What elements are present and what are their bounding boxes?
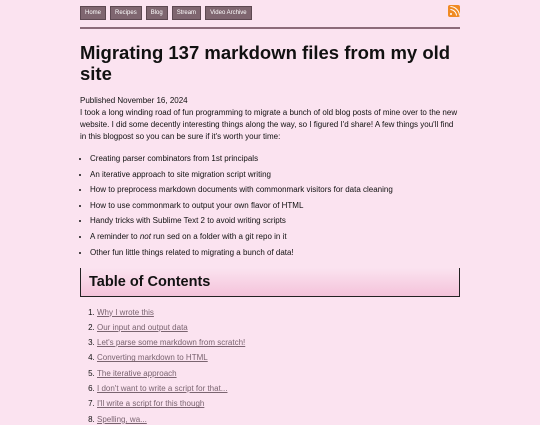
list-item	[90, 231, 460, 242]
nav-blog-link[interactable]: Blog	[146, 6, 168, 20]
top-nav	[80, 0, 460, 29]
nav-video-archive-link[interactable]: Video Archive	[205, 6, 252, 20]
list-item-text: A reminder to	[90, 231, 140, 241]
toc-link[interactable]: Let's parse some markdown from scratch!	[97, 338, 246, 348]
emphasis-text: not	[139, 231, 151, 241]
list-item-text: run sed on a folder with a git repo in it	[150, 231, 287, 241]
toc-item	[97, 414, 460, 425]
published-date: Published November 16, 2024	[80, 96, 188, 105]
list-item: • How to use commonmark to output your own flavor of HTML	[90, 200, 460, 211]
nav-home-link[interactable]: Home	[80, 6, 106, 20]
toc-item	[97, 337, 460, 348]
toc-item	[97, 322, 460, 333]
toc-link[interactable]: Converting markdown to HTML	[97, 353, 208, 363]
toc-link[interactable]: Our input and output data	[97, 322, 188, 332]
toc-link[interactable]: Why I wrote this	[97, 307, 154, 317]
post-title: Migrating 137 markdown files from my old site	[80, 42, 451, 84]
toc-link[interactable]: Spelling, wa...	[97, 414, 147, 424]
list-item: • An iterative approach to site migration script writing	[90, 169, 460, 180]
nav-links	[80, 6, 460, 20]
rss-icon[interactable]	[448, 5, 460, 17]
toc-link[interactable]: The iterative approach	[97, 368, 177, 378]
toc-list	[80, 307, 460, 425]
toc-heading: Table of Contents	[89, 273, 211, 290]
list-item: • How to preprocess markdown documents with commonmark visitors for data cleaning	[90, 184, 460, 195]
toc-heading-box	[80, 268, 460, 297]
toc-link[interactable]: I'll write a script for this though	[97, 399, 205, 409]
intro-paragraph: I took a long winding road of fun programming to migrate a bunch of old blog posts of mine over to the new website. I did some decently interesting things along the way, so I figured I'd share! A few things you'll find in this blogpost so you can be sure if it's worth your time:	[80, 108, 458, 141]
list-item: • Other fun little things related to migrating a bunch of data!	[90, 247, 460, 258]
toc-item	[97, 307, 460, 318]
toc-item	[97, 383, 460, 394]
page-container	[80, 0, 460, 425]
toc-link[interactable]: I don't want to write a script for that...	[97, 384, 228, 394]
list-item: • Handy tricks with Sublime Text 2 to avoid writing scripts	[90, 215, 460, 226]
highlights-list	[80, 153, 460, 258]
nav-recipes-link[interactable]: Recipes	[110, 6, 142, 20]
nav-stream-link[interactable]: Stream	[172, 6, 201, 20]
toc-item	[97, 352, 460, 363]
toc-item	[97, 368, 460, 379]
list-item: • Creating parser combinators from 1st principals	[90, 153, 460, 164]
toc-item	[97, 398, 460, 409]
